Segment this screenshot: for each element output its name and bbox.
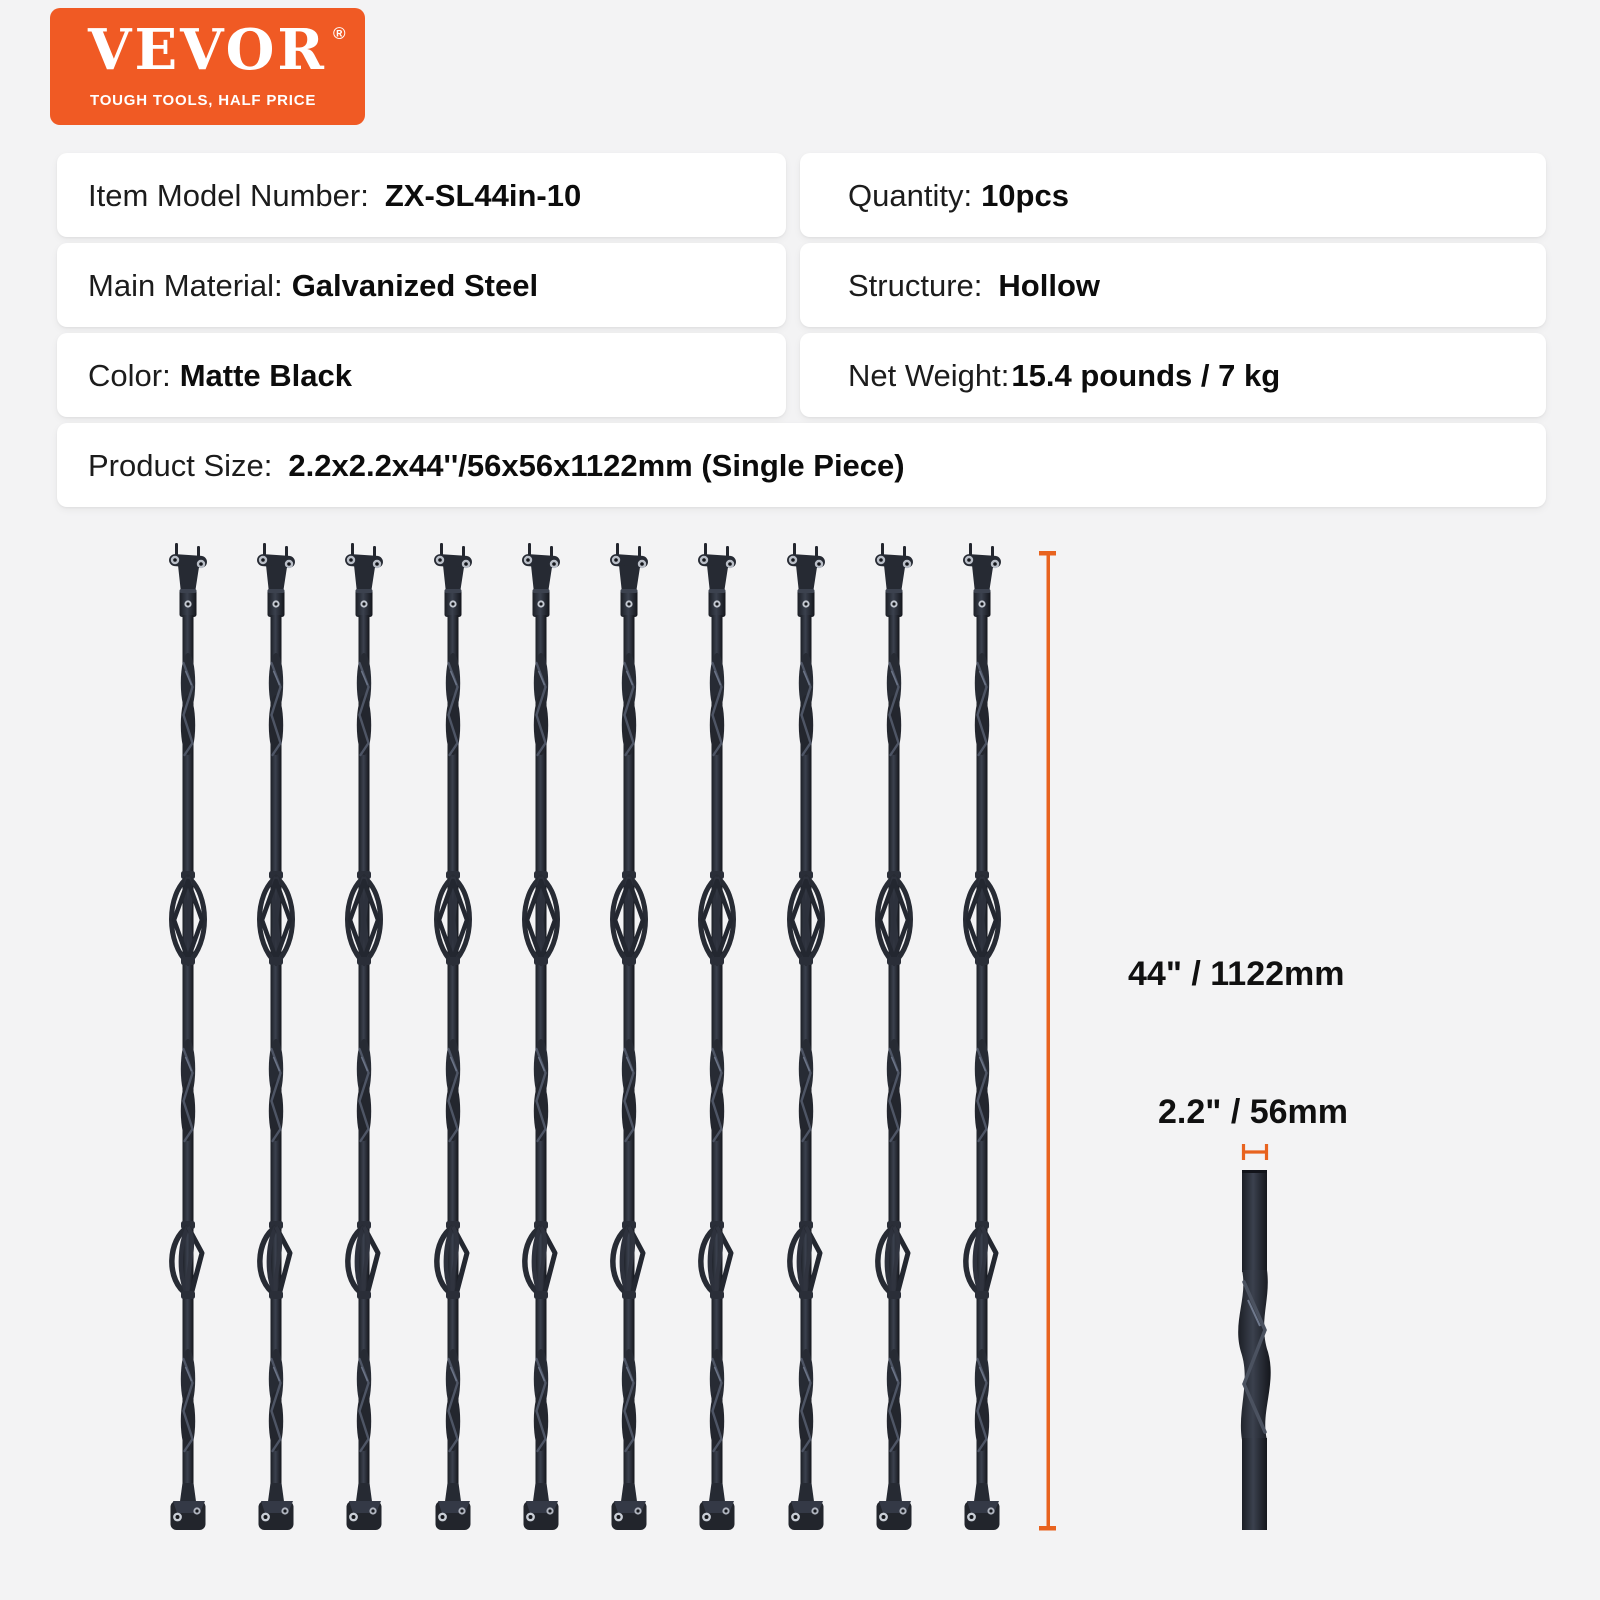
registered-trademark-icon: ® <box>333 24 346 43</box>
baluster-row <box>169 543 1002 1530</box>
brand-wordmark: VEVOR <box>88 17 327 83</box>
spec-label: Structure: <box>848 267 983 303</box>
spec-value: 15.4 pounds / 7 kg <box>1011 357 1281 393</box>
spec-value: Galvanized Steel <box>291 267 539 303</box>
width-dimension-label: 2.2" / 56mm <box>1158 1093 1349 1131</box>
spec-label: Main Material: <box>88 267 283 303</box>
spec-label: Quantity: <box>848 177 973 213</box>
brand-tagline: TOUGH TOOLS, HALF PRICE <box>90 92 317 109</box>
spec-value: ZX-SL44in-10 <box>384 177 582 213</box>
height-dimension-line <box>1039 551 1056 1531</box>
spec-label: Net Weight: <box>848 357 1010 393</box>
spec-value: 2.2x2.2x44''/56x56x1122mm (Single Piece) <box>288 447 905 483</box>
spec-value: 10pcs <box>981 177 1069 213</box>
baluster-closeup <box>1238 1170 1271 1530</box>
spec-label: Item Model Number: <box>88 177 369 213</box>
spec-value: Hollow <box>998 267 1100 303</box>
spec-label: Product Size: <box>88 447 273 483</box>
width-dimension-marker <box>1244 1144 1267 1160</box>
spec-value: Matte Black <box>179 357 352 393</box>
spec-label: Color: <box>88 357 171 393</box>
height-dimension-label: 44" / 1122mm <box>1128 955 1345 993</box>
